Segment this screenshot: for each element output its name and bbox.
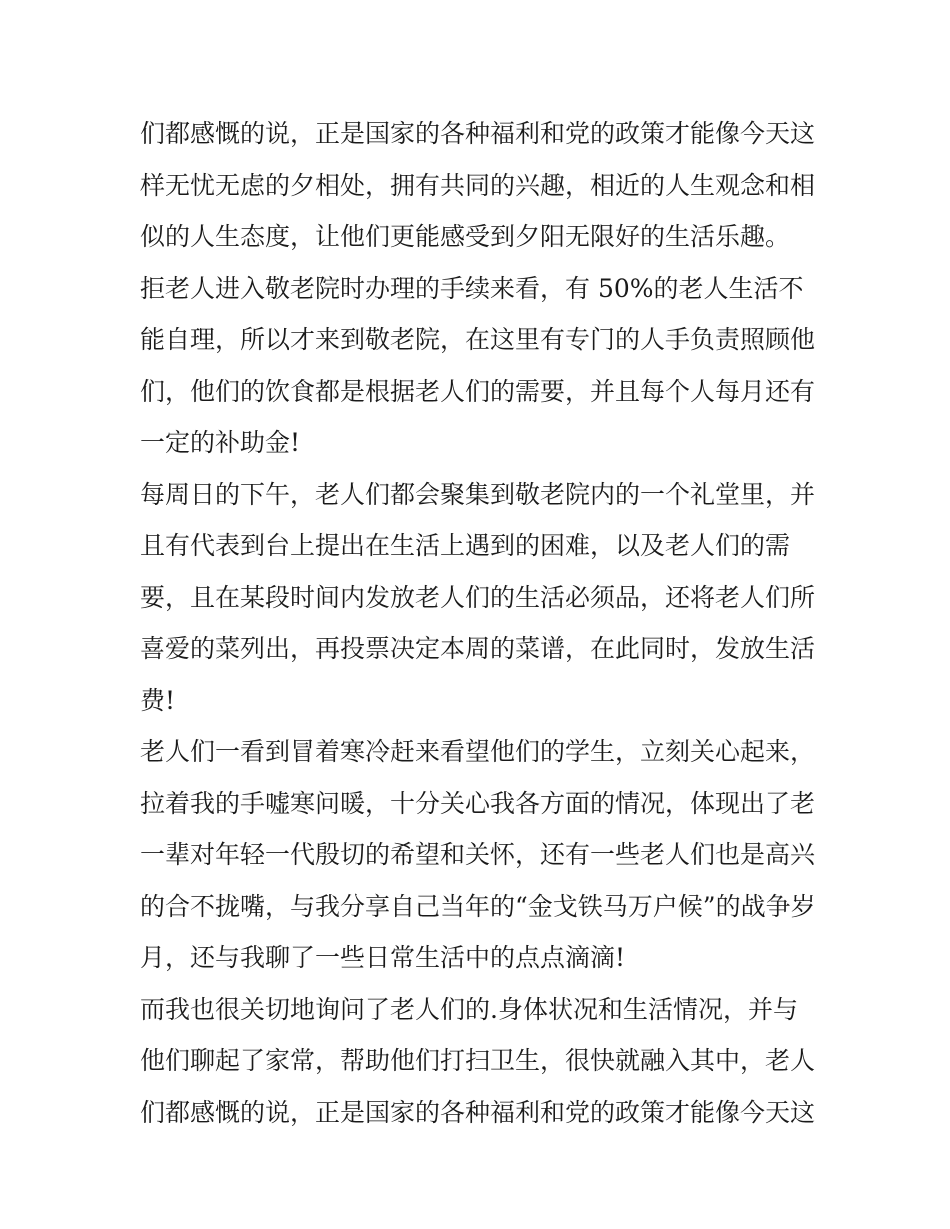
text-line: 能自理，所以才来到敬老院，在这里有专门的人手负责照顾他 [140,325,816,354]
text-line: 且有代表到台上提出在生活上遇到的困难，以及老人们的需 [140,531,791,560]
text-line: 喜爱的菜列出，再投票决定本周的菜谱，在此同时，发放生活 [140,634,816,663]
text-line: 们都感慨的说，正是国家的各种福利和党的政策才能像今天这 [140,119,816,148]
text-line: 似的人生态度，让他们更能感受到夕阳无限好的生活乐趣。 [140,222,791,251]
text-line: 样无忧无虑的夕相处，拥有共同的兴趣，相近的人生观念和相 [140,170,816,200]
document-text-body [140,108,820,1138]
text-line: 每周日的下午，老人们都会聚集到敬老院内的一个礼堂里，并 [140,479,816,509]
text-line: 拉着我的手嘘寒问暖，十分关心我各方面的情况，体现出了老 [140,788,816,818]
text-line: 费! [140,685,176,715]
text-line: 拒老人进入敬老院时办理的手续来看，有 50%的老人生活不 [140,273,804,303]
text-line: 的合不拢嘴，与我分享自己当年的“金戈铁马万户候”的战争岁 [140,891,816,921]
text-line: 们，他们的饮食都是根据老人们的需要，并且每个人每月还有 [140,376,816,406]
text-line: 一定的补助金! [140,428,301,457]
text-line: 而我也很关切地询问了老人们的.身体状况和生活情况，并与 [140,994,798,1024]
text-line: 一辈对年轻一代殷切的希望和关怀，还有一些老人们也是高兴 [140,840,816,869]
text-line: 们都感慨的说，正是国家的各种福利和党的政策才能像今天这 [140,1097,816,1127]
text-line: 他们聊起了家常，帮助他们打扫卫生，很快就融入其中，老人 [140,1046,816,1075]
text-line: 老人们一看到冒着寒冷赶来看望他们的学生，立刻关心起来， [140,737,816,766]
text-line: 要，且在某段时间内发放老人们的生活必须品，还将老人们所 [140,582,816,612]
text-line: 月，还与我聊了一些日常生活中的点点滴滴! [140,943,626,972]
